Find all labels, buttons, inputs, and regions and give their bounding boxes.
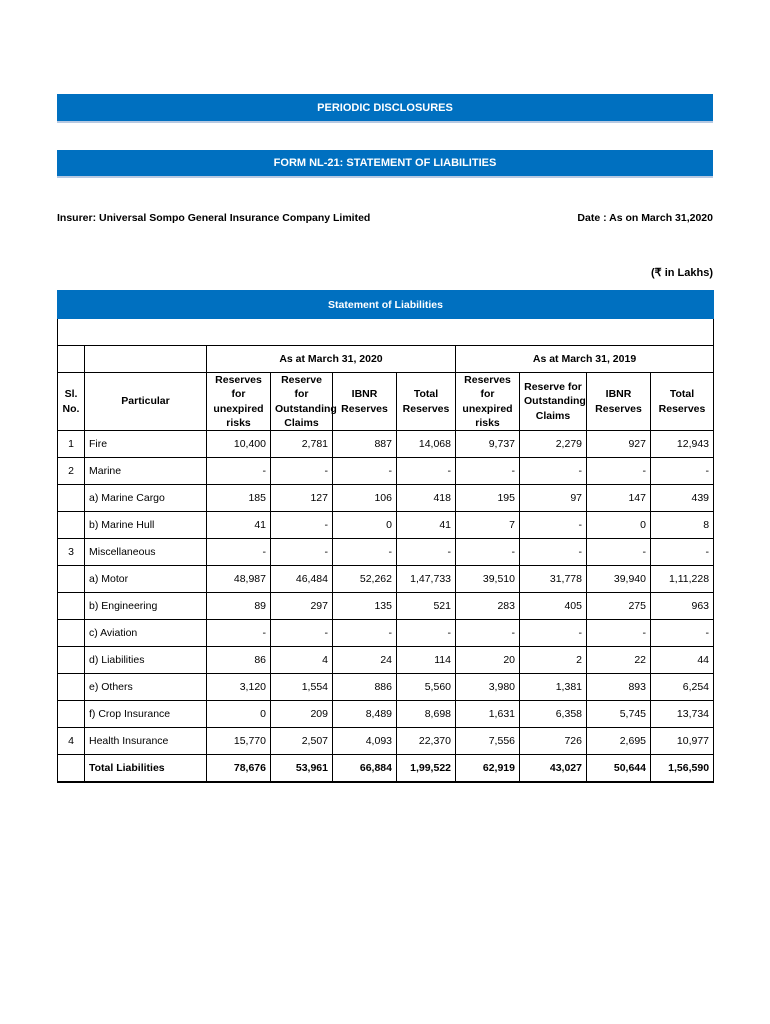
sl-no-cell [58,674,85,701]
value-cell: 726 [520,728,587,755]
value-cell: 41 [207,512,271,539]
col-unexpired-header: Reserves for unexpired risks [456,373,520,431]
value-cell: - [456,458,520,485]
col-outstanding-header: Reserve for Outstanding Claims [520,373,587,431]
value-cell: 15,770 [207,728,271,755]
value-cell: 1,47,733 [397,566,456,593]
value-cell: - [397,620,456,647]
particular-cell: d) Liabilities [85,647,207,674]
value-cell: 8,698 [397,701,456,728]
col-outstanding-header: Reserve for Outstanding Claims [271,373,333,431]
value-cell: 39,940 [587,566,651,593]
value-cell: 127 [271,485,333,512]
particular-cell: Marine [85,458,207,485]
value-cell: - [271,458,333,485]
particular-cell: c) Aviation [85,620,207,647]
value-cell: - [456,620,520,647]
value-cell: 39,510 [456,566,520,593]
particular-cell: Miscellaneous [85,539,207,566]
value-cell: - [520,539,587,566]
value-cell: 114 [397,647,456,674]
sl-no-cell [58,485,85,512]
value-cell: 43,027 [520,755,587,782]
table-row [58,620,714,647]
value-cell: 89 [207,593,271,620]
col-total-header: Total Reserves [397,373,456,431]
value-cell: - [271,620,333,647]
sl-no-cell [58,620,85,647]
value-cell: - [397,539,456,566]
value-cell: 2,507 [271,728,333,755]
col-particular-header: Particular [85,373,207,431]
value-cell: - [333,539,397,566]
value-cell: 5,560 [397,674,456,701]
value-cell: 1,11,228 [651,566,714,593]
col-ibnr-header: IBNR Reserves [587,373,651,431]
sl-no-cell [58,512,85,539]
blank-row [58,319,714,346]
value-cell: 405 [520,593,587,620]
value-cell: 0 [333,512,397,539]
value-cell: 12,943 [651,431,714,458]
particular-cell: Total Liabilities [85,755,207,782]
value-cell: 53,961 [271,755,333,782]
particular-cell: Health Insurance [85,728,207,755]
unit-label: (₹ in Lakhs) [650,267,713,279]
table-title-row [58,291,714,319]
value-cell: 3,120 [207,674,271,701]
form-title: FORM NL-21: STATEMENT OF LIABILITIES [273,157,497,169]
value-cell: 52,262 [333,566,397,593]
banner-title: PERIODIC DISCLOSURES [317,101,453,114]
sl-no-cell: 1 [58,431,85,458]
col-ibnr-header: IBNR Reserves [333,373,397,431]
value-cell: 0 [587,512,651,539]
value-cell: 4,093 [333,728,397,755]
periodic-disclosures-banner [57,94,713,123]
value-cell: 8,489 [333,701,397,728]
value-cell: 97 [520,485,587,512]
period-2019-header: As at March 31, 2019 [456,346,714,373]
value-cell: 2,279 [520,431,587,458]
particular-cell: f) Crop Insurance [85,701,207,728]
value-cell: 521 [397,593,456,620]
table-row [58,755,714,782]
sl-no-cell [58,647,85,674]
value-cell: 887 [333,431,397,458]
value-cell: - [651,539,714,566]
value-cell: 195 [456,485,520,512]
value-cell: 22,370 [397,728,456,755]
value-cell: 6,254 [651,674,714,701]
table-row [58,566,714,593]
table-row [58,512,714,539]
value-cell: - [587,458,651,485]
value-cell: 893 [587,674,651,701]
table-row [58,539,714,566]
value-cell: 66,884 [333,755,397,782]
value-cell: 2,695 [587,728,651,755]
value-cell: 5,745 [587,701,651,728]
value-cell: 7 [456,512,520,539]
value-cell: - [587,620,651,647]
value-cell: 62,919 [456,755,520,782]
value-cell: - [520,458,587,485]
liabilities-table [57,290,714,783]
value-cell: - [207,458,271,485]
value-cell: - [207,539,271,566]
particular-cell: a) Marine Cargo [85,485,207,512]
value-cell: 50,644 [587,755,651,782]
value-cell: 2 [520,647,587,674]
value-cell: 147 [587,485,651,512]
value-cell: 13,734 [651,701,714,728]
value-cell: 22 [587,647,651,674]
value-cell: 1,56,590 [651,755,714,782]
value-cell: 10,400 [207,431,271,458]
sl-no-cell: 4 [58,728,85,755]
col-unexpired-header: Reserves for unexpired risks [207,373,271,431]
table-row [58,593,714,620]
value-cell: 283 [456,593,520,620]
value-cell: 1,381 [520,674,587,701]
value-cell: 78,676 [207,755,271,782]
value-cell: 927 [587,431,651,458]
value-cell: 24 [333,647,397,674]
value-cell: - [271,512,333,539]
particular-cell: b) Marine Hull [85,512,207,539]
value-cell: 46,484 [271,566,333,593]
value-cell: 10,977 [651,728,714,755]
period-2020-header: As at March 31, 2020 [207,346,456,373]
value-cell: - [587,539,651,566]
value-cell: - [520,512,587,539]
sl-no-cell: 2 [58,458,85,485]
value-cell: 963 [651,593,714,620]
value-cell: 0 [207,701,271,728]
value-cell: 86 [207,647,271,674]
empty-cell [85,346,207,373]
value-cell: 1,99,522 [397,755,456,782]
table-row [58,701,714,728]
value-cell: - [651,620,714,647]
table-row [58,647,714,674]
report-date: Date : As on March 31,2020 [577,212,713,224]
value-cell: 3,980 [456,674,520,701]
value-cell: 2,781 [271,431,333,458]
value-cell: 4 [271,647,333,674]
column-header-row [58,373,714,431]
insurer-name: Insurer: Universal Sompo General Insurance Company Limited [57,212,371,224]
value-cell: 886 [333,674,397,701]
value-cell: 31,778 [520,566,587,593]
value-cell: 275 [587,593,651,620]
particular-cell: e) Others [85,674,207,701]
value-cell: 297 [271,593,333,620]
value-cell: 48,987 [207,566,271,593]
value-cell: - [520,620,587,647]
empty-cell [58,346,85,373]
value-cell: 185 [207,485,271,512]
col-total-header: Total Reserves [651,373,714,431]
form-title-banner [57,150,713,178]
value-cell: 41 [397,512,456,539]
value-cell: 135 [333,593,397,620]
table-row [58,728,714,755]
value-cell: - [397,458,456,485]
particular-cell: b) Engineering [85,593,207,620]
value-cell: - [651,458,714,485]
value-cell: - [207,620,271,647]
table-row [58,485,714,512]
value-cell: 6,358 [520,701,587,728]
table-row [58,674,714,701]
value-cell: - [456,539,520,566]
sl-no-cell [58,593,85,620]
value-cell: 439 [651,485,714,512]
table-title: Statement of Liabilities [58,291,714,319]
particular-cell: Fire [85,431,207,458]
value-cell: 106 [333,485,397,512]
sl-no-cell [58,566,85,593]
value-cell: 209 [271,701,333,728]
sl-no-cell: 3 [58,539,85,566]
value-cell: 20 [456,647,520,674]
value-cell: - [333,620,397,647]
period-header-row [58,346,714,373]
value-cell: 9,737 [456,431,520,458]
value-cell: - [333,458,397,485]
blank-cell [58,319,714,346]
value-cell: 44 [651,647,714,674]
value-cell: 8 [651,512,714,539]
value-cell: 1,631 [456,701,520,728]
value-cell: - [271,539,333,566]
particular-cell: a) Motor [85,566,207,593]
sl-no-cell [58,701,85,728]
sl-no-cell [58,755,85,782]
value-cell: 14,068 [397,431,456,458]
table-row [58,431,714,458]
value-cell: 418 [397,485,456,512]
col-sl-header: Sl. No. [58,373,85,431]
table-row [58,458,714,485]
value-cell: 7,556 [456,728,520,755]
value-cell: 1,554 [271,674,333,701]
